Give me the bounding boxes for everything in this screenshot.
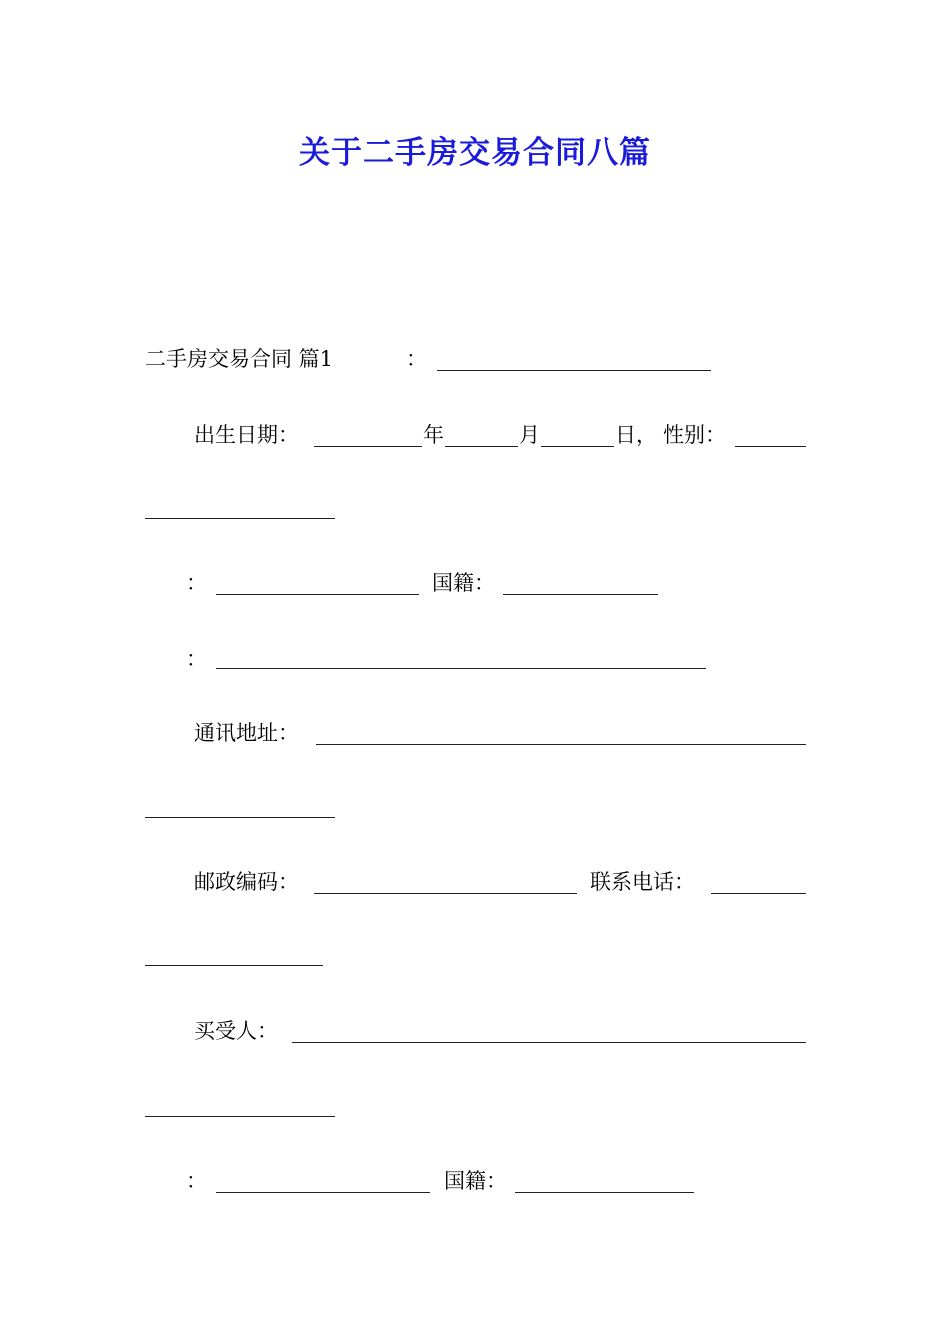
phone-field-continued[interactable] [145,965,323,966]
buyer-field-continued[interactable] [145,1116,335,1117]
year-label: 年 [423,423,444,447]
nationality-label: 国籍： [444,1169,507,1193]
nationality-field[interactable] [515,1192,694,1193]
address-line [0,718,950,748]
birth-date-line [0,420,950,450]
blank-line [0,644,950,674]
birth-month-field[interactable] [445,446,518,447]
contract-heading-line [0,344,950,374]
buyer-label: 买受人： [194,1019,278,1043]
postcode-label: 邮政编码： [194,870,299,894]
blank-field[interactable] [216,594,419,595]
month-label: 月 [519,423,540,447]
buyer-field[interactable] [292,1042,806,1043]
birth-year-field[interactable] [314,446,422,447]
nationality-label: 国籍： [432,571,495,595]
phone-field[interactable] [711,893,806,894]
id-nationality-line [0,568,950,598]
contract-heading: 二手房交易合同 篇1 [145,347,334,371]
document-title: 关于二手房交易合同八篇 [299,135,651,171]
birth-day-field[interactable] [541,446,614,447]
colon-label: ： [186,571,207,595]
blank-field[interactable] [437,370,711,371]
postcode-field[interactable] [314,893,577,894]
colon-label: ： [406,347,427,371]
buyer-line [0,1016,950,1046]
address-label: 通讯地址： [194,721,299,745]
colon-label: ： [186,1169,207,1193]
nationality-field[interactable] [503,594,658,595]
gender-label: 性别： [663,423,726,447]
buyer-id-nationality-line [0,1166,950,1196]
address-field[interactable] [316,744,806,745]
colon-label: ： [186,647,207,671]
blank-field[interactable] [216,1192,430,1193]
address-field-continued[interactable] [145,817,335,818]
gender-field[interactable] [735,446,806,447]
blank-field[interactable] [216,668,706,669]
gender-field-continued[interactable] [145,518,335,519]
birth-date-label: 出生日期： [194,423,299,447]
postcode-phone-line [0,867,950,897]
day-label: 日， [615,423,657,447]
phone-label: 联系电话： [590,870,695,894]
